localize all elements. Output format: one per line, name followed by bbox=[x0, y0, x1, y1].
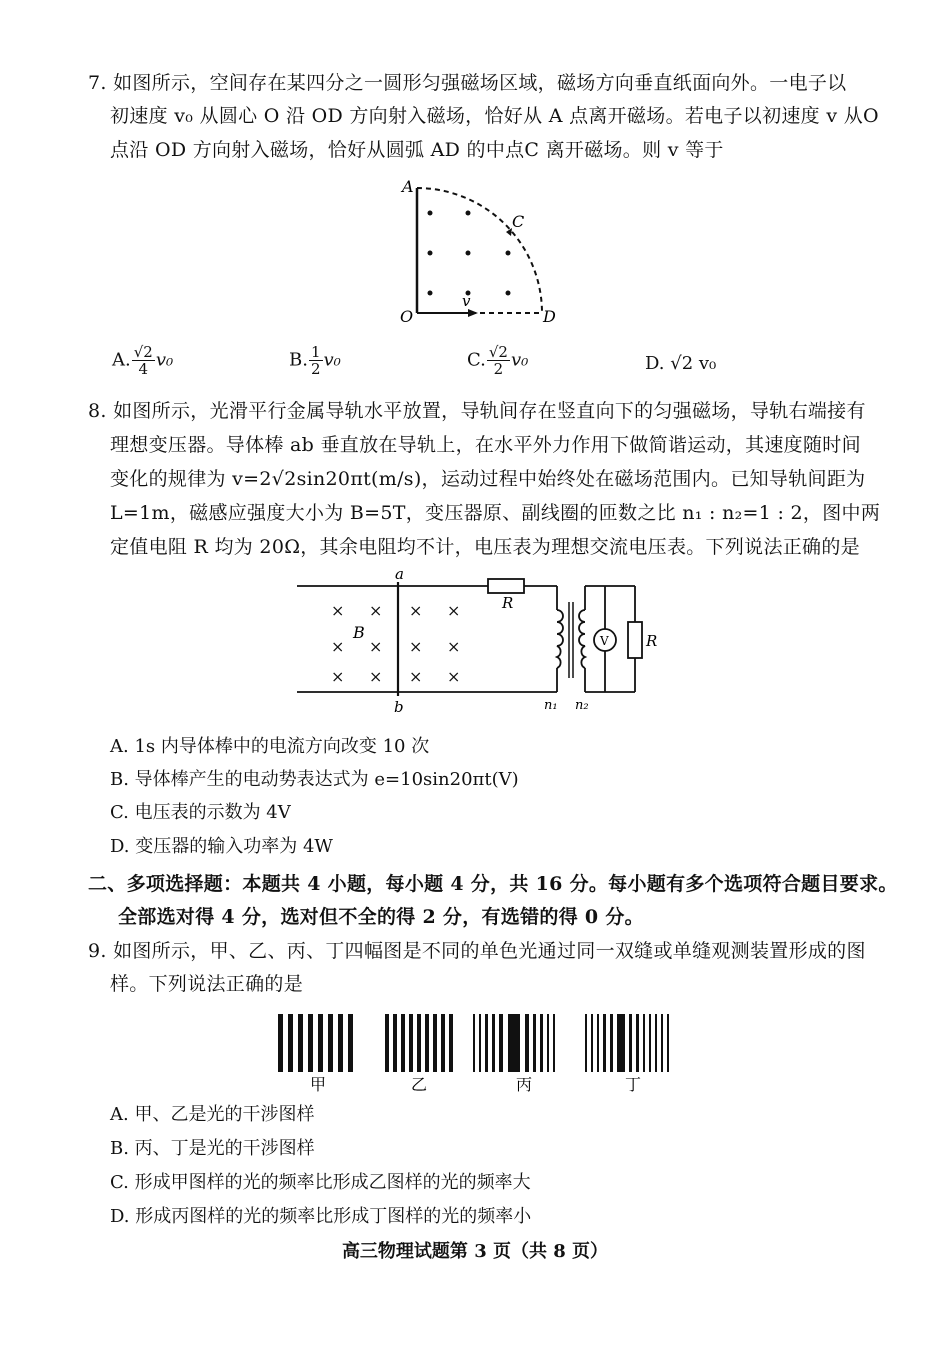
fringe-pattern-ding bbox=[585, 1014, 669, 1072]
svg-text:×: × bbox=[369, 667, 383, 686]
q9-option-a[interactable]: A. 甲、乙是光的干涉图样 bbox=[110, 1104, 315, 1125]
q8-circuit-diagram bbox=[295, 565, 658, 716]
q9-option-d[interactable]: D. 形成丙图样的光的频率比形成丁图样的光的频率小 bbox=[110, 1206, 532, 1227]
q8-stem-line-5: 定值电阻 R 均为 20Ω，其余电阻均不计，电压表为理想交流电压表。下列说法正确的是 bbox=[110, 536, 860, 558]
q9-stem-line-1: 9. 如图所示，甲、乙、丙、丁四幅图是不同的单色光通过同一双缝或单缝观测装置形成的图 bbox=[88, 940, 866, 962]
q8-label-r2: R bbox=[646, 632, 658, 650]
fringe-label-bing: 丙 bbox=[516, 1075, 533, 1094]
q8-label-v: V bbox=[600, 634, 609, 648]
svg-text:×: × bbox=[331, 637, 345, 656]
q7-arc-ad bbox=[417, 188, 542, 313]
svg-text:×: × bbox=[409, 601, 423, 620]
svg-text:×: × bbox=[331, 667, 345, 686]
q8-label-n1: n₁ bbox=[544, 698, 558, 713]
q7-label-v: v bbox=[462, 292, 471, 310]
svg-text:×: × bbox=[447, 601, 461, 620]
q8-option-c[interactable]: C. 电压表的示数为 4V bbox=[110, 802, 291, 823]
q8-option-a[interactable]: A. 1s 内导体棒中的电流方向改变 10 次 bbox=[110, 736, 430, 757]
fringe-label-ding: 丁 bbox=[625, 1075, 642, 1094]
svg-text:×: × bbox=[409, 667, 423, 686]
q7-magnetic-field-diagram bbox=[380, 170, 580, 330]
page-footer: 高三物理试题第 3 页（共 8 页） bbox=[341, 1241, 609, 1262]
q7-label-a: A bbox=[402, 177, 414, 196]
q8-stem-line-1: 8. 如图所示，光滑平行金属导轨水平放置，导轨间存在竖直向下的匀强磁场，导轨右端接有 bbox=[88, 400, 866, 422]
q8-resistor-2 bbox=[628, 622, 642, 658]
q7-option-d[interactable]: D. √2 v₀ bbox=[645, 353, 717, 374]
svg-text:×: × bbox=[409, 637, 423, 656]
q9-option-c[interactable]: C. 形成甲图样的光的频率比形成乙图样的光的频率大 bbox=[110, 1172, 531, 1193]
svg-text:×: × bbox=[369, 637, 383, 656]
fringe-pattern-yi bbox=[385, 1014, 453, 1072]
q7-stem-line-1: 7. 如图所示，空间存在某四分之一圆形匀强磁场区域，磁场方向垂直纸面向外。一电子以 bbox=[88, 72, 847, 94]
svg-text:×: × bbox=[447, 637, 461, 656]
q7-option-b[interactable]: B. $\frac{1}{2}$ v₀ bbox=[289, 343, 341, 378]
fringe-pattern-jia bbox=[278, 1014, 353, 1072]
q8-label-n2: n₂ bbox=[575, 698, 589, 713]
fringe-pattern-bing bbox=[473, 1014, 555, 1072]
fringe-label-jia: 甲 bbox=[310, 1075, 327, 1094]
q8-label-r1: R bbox=[502, 594, 514, 612]
svg-text:×: × bbox=[331, 601, 345, 620]
q7-stem-line-3: 点沿 OD 方向射入磁场，恰好从圆弧 AD 的中点C 离开磁场。则 v 等于 bbox=[110, 139, 724, 161]
q8-primary-coil bbox=[557, 610, 563, 668]
q8-stem-line-4: L=1m，磁感应强度大小为 B=5T，变压器原、副线圈的匝数之比 n₁ : n₂=1 : 2，图中两 bbox=[110, 502, 881, 524]
q7-stem-line-2: 初速度 v₀ 从圆心 O 沿 OD 方向射入磁场，恰好从 A 点离开磁场。若电子以初速度 v 从O bbox=[110, 105, 879, 127]
q7-label-c: C bbox=[512, 212, 525, 231]
q7-option-c[interactable]: C. $\frac{√2}{2}$ v₀ bbox=[467, 343, 529, 378]
q7-option-a[interactable]: A. $\frac{√2}{4}$ v₀ bbox=[112, 343, 174, 378]
fringe-label-yi: 乙 bbox=[411, 1075, 428, 1094]
section2-heading-line-1: 二、多项选择题：本题共 4 小题，每小题 4 分，共 16 分。每小题有多个选项符合题目要求。 bbox=[88, 873, 898, 895]
q9-fringe-patterns bbox=[270, 1010, 680, 1095]
q8-label-a: a bbox=[395, 565, 404, 583]
q7-label-o: O bbox=[400, 307, 414, 326]
q8-option-b[interactable]: B. 导体棒产生的电动势表达式为 e=10sin20πt(V) bbox=[110, 769, 519, 790]
q7-label-d: D bbox=[543, 307, 556, 326]
q8-field-crosses bbox=[331, 601, 460, 686]
q9-stem-line-2: 样。下列说法正确的是 bbox=[110, 973, 304, 995]
svg-text:×: × bbox=[447, 667, 461, 686]
q7-field-dots bbox=[428, 211, 511, 296]
q8-resistor-1 bbox=[488, 579, 524, 593]
q8-option-d[interactable]: D. 变压器的输入功率为 4W bbox=[110, 836, 333, 857]
svg-text:×: × bbox=[369, 601, 383, 620]
q8-label-b: b bbox=[394, 698, 404, 716]
q9-option-b[interactable]: B. 丙、丁是光的干涉图样 bbox=[110, 1138, 315, 1159]
q8-secondary-coil bbox=[579, 610, 585, 668]
section2-heading-line-2: 全部选对得 4 分，选对但不全的得 2 分，有选错的得 0 分。 bbox=[118, 906, 644, 928]
q8-stem-line-3: 变化的规律为 v=2√2sin20πt(m/s)，运动过程中始终处在磁场范围内。已知导轨间距为 bbox=[110, 468, 866, 490]
q8-stem-line-2: 理想变压器。导体棒 ab 垂直放在导轨上，在水平外力作用下做简谐运动，其速度随时间 bbox=[110, 434, 861, 456]
q8-label-field-b: B bbox=[353, 623, 365, 642]
